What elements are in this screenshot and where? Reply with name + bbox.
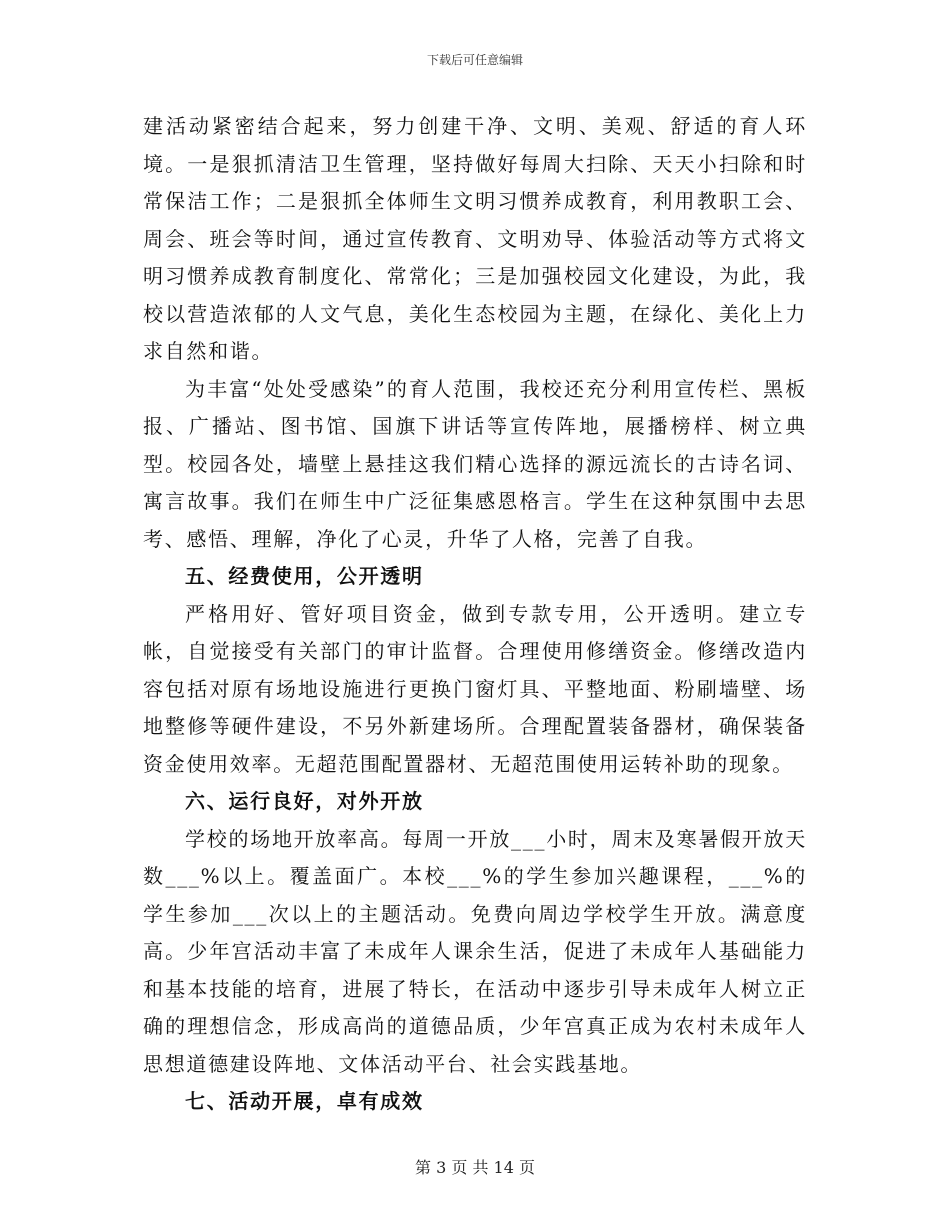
page-header: 下载后可任意编辑 [426, 53, 523, 67]
document-body [143, 108, 807, 1121]
paragraph-education-scope: 为丰富“处处受感染”的育人范围，我校还充分利用宣传栏、黑板报、广播站、图书馆、国旗下讲话等宣传阵地，展播榜样、树立典型。校园各处，墙壁上悬挂这我们精心选择的源远流长的古诗名词、寓言故事。我们在师生中广泛征集感恩格言。学生在这种氛围中去思考、感悟、理解，净化了心灵，升华了人格，完善了自我。 [143, 376, 807, 551]
page-number: 第 3 页 共 14 页 [415, 1158, 535, 1177]
section-heading-6: 六、运行良好，对外开放 [185, 789, 424, 813]
paragraph-funding: 严格用好、管好项目资金，做到专款专用，公开透明。建立专帐，自觉接受有关部门的审计监督。合理使用修缮资金。修缮改造内容包括对原有场地设施进行更换门窗灯具、平整地面、粉刷墙壁、场地整修等硬件建设，不另外新建场所。合理配置装备器材，确保装备资金使用效率。无超范围配置器材、无超范围使用运转补助的现象。 [143, 601, 807, 776]
paragraph-environment: 建活动紧密结合起来，努力创建干净、文明、美观、舒适的育人环境。一是狠抓清洁卫生管理，坚持做好每周大扫除、天天小扫除和时常保洁工作；二是狠抓全体师生文明习惯养成教育，利用教职工会、周会、班会等时间，通过宣传教育、文明劝导、体验活动等方式将文明习惯养成教育制度化、常常化；三是加强校园文化建设，为此，我校以营造浓郁的人文气息，美化生态校园为主题，在绿化、美化上力求自然和谐。 [143, 114, 807, 363]
section-heading-5: 五、经费使用，公开透明 [185, 564, 424, 588]
section-heading-7: 七、活动开展，卓有成效 [185, 1089, 424, 1113]
paragraph-operation: 学校的场地开放率高。每周一开放___小时，周末及寒暑假开放天数___%以上。覆盖面广。本校___%的学生参加兴趣课程，___%的学生参加___次以上的主题活动。免费向周边学校学生开放。满意度高。少年宫活动丰富了未成年人课余生活，促进了未成年人基础能力和基本技能的培育，进展了特长，在活动中逐步引导未成年人树立正确的理想信念，形成高尚的道德品质，少年宫真正成为农村未成年人思想道德建设阵地、文体活动平台、社会实践基地。 [143, 826, 807, 1076]
